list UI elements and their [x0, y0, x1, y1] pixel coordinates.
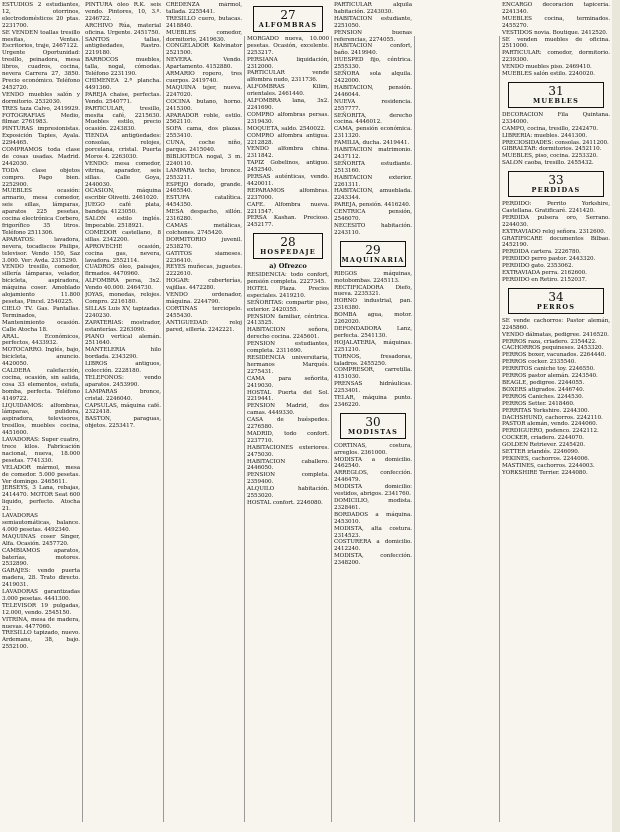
classified-ad: HABITACION señora, derecho cocina. 2245601.: [247, 327, 329, 341]
classified-ad: PENSION buenas referencias, 2274055.: [334, 29, 412, 43]
classified-ad: HOJALATERIA, máquinas. 2251210.: [334, 339, 412, 353]
classified-ad: PENSION estudiantes, completa. 2311690.: [247, 341, 329, 355]
classified-ad: CUADROS óleo, paisajes, firmados. 4470960.: [85, 264, 161, 278]
classified-ad: HABITACIONES exteriores. 2475030.: [247, 444, 329, 458]
classified-ad: SALON estilo inglés. Impecable. 2518921.: [85, 216, 161, 229]
classified-ad: HUESPED fijo, céntrica. 2555330.: [334, 57, 412, 71]
classified-ad: NUEVA residencia. 2557777.: [334, 98, 412, 112]
classified-ad: COCKER, criadero. 2244070.: [502, 435, 584, 442]
classified-ad: HABITACION exterior. 2261311.: [334, 174, 412, 188]
classified-ad: MODISTA, confección. 2348200.: [334, 553, 412, 567]
classified-ad: LIBRERIA: muebles. 2441300.: [502, 132, 588, 139]
classified-ad: VENDO muebles piso. 2469410.: [502, 64, 592, 71]
section-title: MODISTAS: [347, 427, 399, 436]
classified-ad: BEAGLE, pedigree. 2244055.: [502, 379, 585, 386]
classified-ad: PERSAS auténticas, vendo. 4420011.: [247, 174, 329, 187]
classified-ad: TAPIZ Gobelinos, antiguo. 2452540.: [247, 160, 329, 174]
classified-ad: PERROS raza, criadero. 2354422.: [502, 338, 597, 345]
classified-ad: ESPEJO dorado, grande. 2465540.: [166, 181, 242, 195]
section-title: HOSPEDAJE: [260, 248, 316, 257]
classified-ad: ENCARGO decoración tapicería. 2241340.: [502, 2, 610, 15]
classified-ad: DACHSHUND, cachorros. 2242110.: [502, 414, 603, 421]
classified-ad: BOXERS atigrados. 2446740.: [502, 386, 585, 393]
classified-ad: PRECIOSIDADES: consolas. 2411200.: [502, 139, 609, 146]
classified-ad: MUEBLES cocina, terminados. 2455270.: [502, 15, 610, 29]
classified-ad: PAREJA, pensión. 4416240.: [334, 202, 411, 209]
classified-ad: PERDIDO gato. 2353062.: [502, 263, 574, 270]
classified-ad: EXTRAVIADA perra. 2162600.: [502, 270, 587, 277]
classified-ad: TORNOS, fresadoras, taladros. 2455250.: [334, 353, 412, 367]
classified-ad: TRESILLO cuero, butacas. 2418840.: [166, 15, 242, 29]
classified-ad: GATITOS siameses. 2236410.: [166, 250, 242, 264]
classified-ad: LAMPARAS bronce, cristal. 2246040.: [85, 388, 161, 402]
classified-ad: MAQUINA tejer, nueva. 2247020.: [166, 84, 242, 98]
section-header-hospedaje: [253, 233, 323, 259]
classified-ad: DORMITORIO juvenil. 2538270.: [166, 236, 242, 250]
classified-ad: PERROS Setter. 2418460.: [502, 400, 575, 407]
classified-ad: CAMA para señorita, 2419030.: [247, 375, 329, 389]
classified-ad: SEÑORITA estudiante. 2513160.: [334, 160, 412, 174]
classified-ad: MANTELERIA hilo bordada. 2343290.: [85, 347, 161, 361]
classified-ad: SANTOS tallas, antigüedades, Rastro. 2219180.: [85, 36, 161, 57]
classified-ad: TODA clase objetos compro. Pago bien. 2252900.: [2, 167, 80, 188]
classified-ad: PINTURAS impresionistas. Exposición Tapies, Ayala. 2294465.: [2, 126, 80, 147]
classified-ad: VITRINA, mesa de madera, nuevas. 4477060.: [2, 616, 80, 630]
classified-ad: CAMAS metálicas, colchones. 2745420.: [166, 223, 242, 236]
classified-ad: MORGADO nueva, 10.000 pesetas. Ocasión, excelente. 2253217.: [247, 35, 329, 56]
classified-ad: CENTRICA pensión, 2546070.: [334, 209, 412, 223]
classified-ad: TRES taza Calvo, 2419929. FOTOGRAFIAS Medio, filmar. 2761983.: [2, 105, 80, 126]
section-number: 29: [365, 242, 381, 257]
classified-ad: HOSTAL confort. 2246080.: [247, 500, 323, 506]
classified-ad: RIEGOS máquinas, motobombas. 2245113.: [334, 270, 412, 284]
classified-ad: VENDO dálmatas, pedigree. 2416520.: [502, 331, 609, 338]
classified-ad: REYES muñecas, juguetes. 2222610.: [166, 264, 242, 278]
classified-ad: PARTICULAR, tresillo, mesita café, 2215630. Muebles estilo, precio ocasión. 2243830.: [85, 105, 161, 133]
classified-ad: CAMBIAMOS aparatos, baterías, motores. 2532890.: [2, 547, 80, 568]
classified-ad: MUEBLES, piso, cocina. 2253320.: [502, 153, 598, 160]
section-number: 34: [548, 289, 564, 304]
section-number: 31: [548, 83, 564, 98]
section-header-alfombras: [253, 6, 323, 32]
classified-ad: PERDIGUERO, podenco. 2242112.: [502, 428, 599, 435]
classified-ad: MODISTA domicilio: vestidos, abrigos. 2341760.: [334, 484, 412, 498]
classified-ad: ANTIGUEDAD: reloj pared, sillería. 2242221.: [166, 319, 242, 333]
classified-ad: ARREGLOS, confección. 2446479.: [334, 470, 412, 484]
classified-ad: JERSEYS, 3 Lana, rebajas, 2414470. MOTOR Seat 600 liquido, perfecto. Atocha 21.: [2, 485, 80, 513]
classified-ad: SEÑORA sola alquila. 2422000.: [334, 71, 412, 84]
classified-ad: ZAPATERIAS: mostrador, estanterías. 2263090.: [85, 319, 161, 333]
classified-ad: PENSION Madrid, dos camas. 4449330.: [247, 403, 329, 417]
classified-ad: GIBRALTAR: dormitorios. 2452110.: [502, 146, 602, 153]
classified-ad: RESIDENCIA: todo confort, pensión completa. 2227345.: [247, 272, 329, 285]
classified-ad: TELAR, máquina punto. 2346220.: [334, 395, 412, 408]
classified-ad: BASTON, paraguas, objetos. 2253417.: [85, 416, 161, 430]
classified-ad: RECTIFICADORA Diefo, nueva. 2235321.: [334, 284, 412, 298]
classified-ad: PERSA Kashan. Precioso. 2452177.: [247, 215, 329, 229]
classified-ad: PERRITAS Yorkshire. 2244300.: [502, 407, 590, 414]
classified-ad: MUEBLES ocasión: armario, mesa comedor, seis sillas, lámparas, aparatos 225 pesetas, cocina electrónica Corbero, frigorífico 35 litros. Teléfono 2511306.: [2, 188, 80, 236]
column-rule: [163, 36, 164, 822]
classified-ad: BORDADOS a máquina. 2453010.: [334, 511, 412, 525]
classified-ad: HABITACION confort, baño. 2419940.: [334, 43, 412, 57]
column-rule: [244, 36, 245, 822]
classified-ad: COCINA butano, horno. 2415300.: [166, 98, 242, 112]
classified-ad: SILLAS Luis XV, tapizadas. 2240230.: [85, 305, 161, 319]
column-rule: [331, 36, 332, 822]
classified-ad: PENSION familiar, céntrica. 2413525.: [247, 313, 329, 327]
classified-ad: MESA despacho, sillón. 2316280.: [166, 209, 242, 223]
section-header-muebles: [508, 82, 604, 108]
classified-ad: CORTINAS, costura, arreglos. 2361000.: [334, 442, 412, 456]
classified-ad: PERDIDO: Perrito Yorkshire, Castellana. Gratificaré. 2241420.: [502, 201, 610, 214]
column-7: [502, 2, 610, 822]
classified-ad: MADRID, todo confort. 2237710.: [247, 430, 329, 444]
classified-ad: LIQUIDAMOS: alfombras, lámparas, pulidora, aspiradora, televisores, tresillos, muebles cocina, 4451600.: [2, 402, 80, 437]
classified-ad: RESIDENCIA universitaria, hermanos Marqués. 2275431.: [247, 354, 329, 375]
classified-ad: APROVECHE ocasión, cocina gas, nevera, lavadora. 2552114.: [85, 243, 161, 264]
classified-ad: APARATOS: lavadora, nevera, tocadiscos Philips, televisor. Vendo 150, Saz 3.000. Ver: Avda. 2315290.: [2, 236, 80, 264]
classified-ad: PERROS cocker. 2335540.: [502, 359, 576, 366]
classified-ad: ARMARIO ropero, tres cuerpos. 2419740.: [166, 71, 242, 84]
classified-ad: HOSTAL Puerta del Sol. 2219441.: [247, 389, 329, 403]
classified-ad: MASTINES, cachorros. 2244003.: [502, 462, 595, 469]
classified-ad: NECESITO habitación. 2243110.: [334, 223, 412, 236]
column-5: [334, 2, 412, 822]
classified-ad: ALFOMBRA lana, 3x2. 2241690.: [247, 98, 329, 111]
section-number: 33: [548, 173, 564, 188]
classified-ad: BARROCOS muebles, talla, nogal, cómodas. Teléfono 2231190.: [85, 57, 161, 78]
classified-ad: ESTUDIOS 2 estudiantes, 12, otorrinos, electrodomésticos 20 ptas. 2231700.: [2, 2, 80, 29]
classified-ad: CACHORROS pequineses. 2453320.: [502, 345, 604, 352]
section-title: MUEBLES: [533, 96, 579, 105]
classified-ad: EXTRAVIADO reloj señora. 2312600.: [502, 228, 606, 235]
classified-ad: CONGELADOR Kelvinator 2521500.: [166, 43, 242, 57]
classified-ad: CALDERA calefacción, cocina, ocasión, sin salida, cosa 33 elementos, estufa, bomba, perfecta. Teléfono 4149722.: [2, 368, 80, 402]
classified-ad: CUNA, coche niño, parque. 2415040.: [166, 140, 242, 154]
section-header-modistas: [340, 413, 406, 439]
classified-ad: CHIMENEA 2.ª plancha. 4491360.: [85, 77, 161, 91]
classified-ad: MODISTA a domicilio. 2462540.: [334, 456, 412, 470]
classified-ad: PERRITOS caniche toy. 2246550.: [502, 366, 595, 373]
classified-ad: TRESILLO tapizado, nuevo. Ardemans, 38, bajo. 2552100.: [2, 630, 80, 651]
column-rule: [414, 36, 415, 822]
classified-ad: LIBROS antiguos, colección. 2228180.: [85, 361, 161, 375]
page-edge: [612, 0, 620, 832]
classified-ad: CAMPO, cocina, tresillo, 2242470.: [502, 125, 598, 132]
classified-ad: PERDIDA pulsera oro, Serrano. 2244030.: [502, 214, 610, 228]
classified-ad: HABITACION matrimonio. 2437112.: [334, 147, 412, 160]
classified-ad: CIELO TV. Gas. Pantallas. Terminados, Mantenimiento ocasión. Calle Atocha 18.: [2, 305, 80, 333]
classified-ad: GOLDEN Retriever. 2245420.: [502, 442, 586, 449]
classified-ad: OCASION, máquina escribir Olivetti. 2461020.: [85, 188, 161, 202]
classified-ad: SEÑORITAS: compartir piso, exterior. 2420355.: [247, 299, 329, 313]
classified-ad: PENSION completa. 2359400.: [247, 472, 329, 486]
column-6: [417, 2, 497, 822]
classified-ad: HORNO industrial, pan. 2316380.: [334, 298, 412, 312]
classified-ad: LAMPARA techo, bronce. 2553211.: [166, 167, 242, 181]
classified-ad: DEFONDADORA Lanz, perfecta. 2541130.: [334, 325, 412, 339]
classified-ad: HABITACION estudiante, 2251050.: [334, 15, 412, 29]
section-title: PERROS: [536, 302, 576, 311]
classified-ad: CASA de huéspedes. 2276580.: [247, 417, 329, 431]
classified-ad: LAVADORAS: Super cuatro, trece kilos. Fabricación nacional, nueva, 18.000 pesetas. 7741330.: [2, 437, 80, 464]
classified-ad: PEKINES, cachorros. 2244006.: [502, 455, 590, 462]
section-number: 28: [280, 235, 296, 250]
classified-ad: PAREJA chaise, perfectas. Vendo. 2540771.: [85, 91, 161, 105]
classified-ad: VENDO muebles salón y dormitorio. 2532030.: [2, 91, 80, 105]
column-4: [247, 2, 329, 822]
classified-ad: COMPRAMOS toda clase de cosas usadas. Madrid. 2442030.: [2, 147, 80, 167]
classified-ad: HOTEL Plaza. Precios especiales. 2419210.: [247, 285, 329, 299]
column-rule: [499, 36, 500, 822]
classified-ad: VENDO ordenador, máquina. 2244790.: [166, 292, 242, 305]
classified-ad: PERDIDO en Retiro. 2152037.: [502, 277, 587, 283]
classified-ad: CAMA, pensión económica. 2311320.: [334, 126, 412, 140]
section-header-maquinaria: [340, 241, 406, 267]
classified-ad: MUEBLES salón estilo. 2240020.: [502, 71, 595, 78]
classified-ad: CORTINAS terciopelo. 2455430.: [166, 305, 242, 319]
classified-ad: PRENSAS hidráulicas. 2253401.: [334, 381, 412, 395]
classified-ad: GARAJES: vendo puerta madera, 28. Trato directo. 2419031.: [2, 568, 80, 589]
classified-ad: REPARAMOS alfombras. 2237000.: [247, 187, 329, 201]
classified-ad: FAMILIA, ducha. 2419441.: [334, 140, 410, 147]
classified-ad: MOQUETA, saldo. 2540022.: [247, 125, 326, 132]
classified-ad: ALFOMBRAS Kilim, orientales. 2461440.: [247, 84, 329, 98]
classified-ad: PARTICULAR: comedor, dormitorio. 2239300.: [502, 50, 610, 64]
classified-ad: APARADOR roble, estilo. 2562110.: [166, 112, 242, 126]
classified-ad: PERROS pastor alemán. 2243540.: [502, 373, 598, 380]
classified-ad: PERDIDA cartera. 2226780.: [502, 249, 581, 256]
classified-ad: TELEFONOS: vendo aparatos. 2453990.: [85, 374, 161, 388]
classified-ad: HABITACION, amueblada. 2243344.: [334, 188, 412, 202]
classified-ad: SE vende cachorros: Pastor alemán, 2245860.: [502, 317, 610, 331]
classified-ad: PERDIDO perro pastor. 2443320.: [502, 256, 596, 263]
classified-ad: COMPRESOR, carretilla. 4151030.: [334, 367, 412, 381]
column-rule: [82, 36, 83, 822]
classified-ad: COMEDOR castellano, 8 sillas. 2342200.: [85, 229, 161, 243]
classified-ad: ESTUFA catalítica. 4454350.: [166, 195, 242, 209]
classified-ad: PERSIANA liquidación, 2312000.: [247, 56, 329, 70]
classified-ad: MUEBLES comedor, dormitorio, 2419630.: [166, 29, 242, 43]
classified-ad: PASTOR alemán, vendo. 2244060.: [502, 421, 598, 428]
classified-ad: MAQUINAS coser Singer, Alfa. Ocasión. 2457720.: [2, 533, 80, 547]
classified-ad: NEVERA. Vendo. Apartamento. 4152880.: [166, 57, 242, 71]
classified-ad: VENDO: mesa comedor, vitrina, aparador, seis sillas. Calle Goya, 2440030.: [85, 160, 161, 188]
classified-ad: SE VENDEN toallas tresillo mesitas, Ventas. Escritorios, traje, 2467122.: [2, 29, 80, 50]
classified-ad: SOFA cama, dos plazas. 2553410.: [166, 126, 242, 140]
section-number: 30: [365, 414, 381, 429]
classified-ad: CAFE. Alfombra nueva. 2211547.: [247, 201, 329, 215]
classified-ad: TELEVISOR 19 pulgadas, 12.000, vendo. 2545150.: [2, 602, 80, 616]
classified-ad: JOYAS, monedas, relojes. Compro. 2216180.: [85, 292, 161, 305]
classified-ad: ARAL. Económicos, perfectos, 4433932.: [2, 333, 80, 347]
classified-ad: COMPRO alfombra antigua. 2212828.: [247, 132, 329, 146]
classified-ad: SETTER irlandés. 2246090.: [502, 449, 580, 456]
classified-ad: VENDO tresillo, comedor, sillería lámparas, velador, bicicleta, aspiradora, máquina coser. Amoblado alojamiento 11.800 pesetas, Pincel. 2540225.: [2, 264, 80, 305]
classified-ad: MODISTA, alta costura. 2314523.: [334, 525, 412, 539]
classified-ad: ALFOMBRA persa, 3x2. Vendo 40.000. 2464730.: [85, 278, 161, 292]
classified-ad: LAVADORAS garantizadas 3.000 pesetas. 4441300.: [2, 589, 80, 602]
classified-ad: BOMBA agua, motor. 2262020.: [334, 312, 412, 326]
classified-ad: LAVADORAS semiautomáticas, balance. 4.000 pesetas. 4492340.: [2, 513, 80, 533]
classified-ad: SALON caoba, tresillo. 2455432.: [502, 160, 594, 167]
classified-ad: DOMICILIO, modista. 2328461.: [334, 498, 412, 511]
section-number: 27: [280, 8, 296, 22]
classified-ad: MOTOCARRO. Inglés, bajo, bicicleta, anuncio. 4420050.: [2, 347, 80, 368]
classified-ad: VENDO alfombra china. 2311842.: [247, 146, 329, 160]
classified-ad: Urgente Oportunidad: tresillo, peinadora, mesa libros, cuadros, cocina, nevera Carrera 27, 3850. Precio económico. Teléfono 2452720.: [2, 50, 80, 91]
classified-ad: SEÑORITA, derecho cocina. 4446012.: [334, 112, 412, 126]
column-1: [2, 2, 80, 822]
classified-ad: CAPSULAS, máquina café. 2322418.: [85, 402, 161, 416]
classified-ad: YORKSHIRE Terrier. 2244080.: [502, 469, 588, 476]
classified-ad: VESTIDOS novia. Boutique. 2412520.: [502, 29, 608, 36]
classified-ad: PINTURA óleo R.K. seis vendo. Pintores, 10, 3.º. 2246722.: [85, 2, 161, 22]
section-header-perdidas: [508, 171, 604, 197]
classified-ad: COSTURERA a domicilio. 2412240.: [334, 539, 412, 553]
classified-ad: HABITACION caballero. 2446050.: [247, 458, 329, 472]
classified-ad: TIENDA antigüedades: consolas, relojes, porcelana, cristal. Puerta Moros 4. 2263030.: [85, 133, 161, 160]
section-header-perros: [508, 288, 604, 314]
section-subtitle: a) Ofrezco: [269, 262, 307, 271]
classified-ad: JUEGO café plata, bandeja. 4123050.: [85, 202, 161, 216]
classified-ad: PARTICULAR vende alfombra nudo, 2311736.: [247, 70, 329, 84]
section-title: PERDIDAS: [531, 186, 581, 195]
classified-ad: PIANO vertical alemán. 2511640.: [85, 333, 161, 347]
classified-ad: PERROS boxer, vacunados. 2264440.: [502, 352, 607, 359]
classified-ad: DECORACION Fila Quintana. 2334000.: [502, 111, 610, 125]
classified-ad: BIBLIOTECA nogal, 3 m. 2240110.: [166, 153, 242, 167]
classified-ad: SE venden muebles de oficina. 2511000.: [502, 36, 610, 50]
column-3: [166, 2, 242, 822]
classified-ad: HABITACION, pensión. 2446044.: [334, 84, 412, 98]
section-title: ALFOMBRAS: [258, 21, 318, 29]
classified-ad: PARTICULAR alquila habitación. 2243030.: [334, 2, 412, 15]
classified-ad: COMPRO alfombras persas. 2319430.: [247, 111, 329, 125]
classified-ad: ARCHIVO Rúa, material oficina. Urgente. 2451750.: [85, 22, 161, 36]
column-2: [85, 2, 161, 822]
classified-ad: CREDENZA mármol, tallada. 2255441.: [166, 2, 242, 15]
section-title: MAQUINARIA: [341, 255, 405, 264]
classified-ad: ALQUILO habitación. 2553020.: [247, 486, 329, 500]
classified-ad: VELADOR mármol, mesa de comedor. 5.000 pesetas. Ver domingo. 2465611.: [2, 464, 80, 485]
classified-ad: HOGAR: cuberterías, vajillas. 4472280.: [166, 278, 242, 292]
classified-ad: PERROS Caniches. 2244530.: [502, 393, 584, 400]
classified-ad: GRATIFICARE documentos Bilbao. 2452190.: [502, 235, 610, 249]
